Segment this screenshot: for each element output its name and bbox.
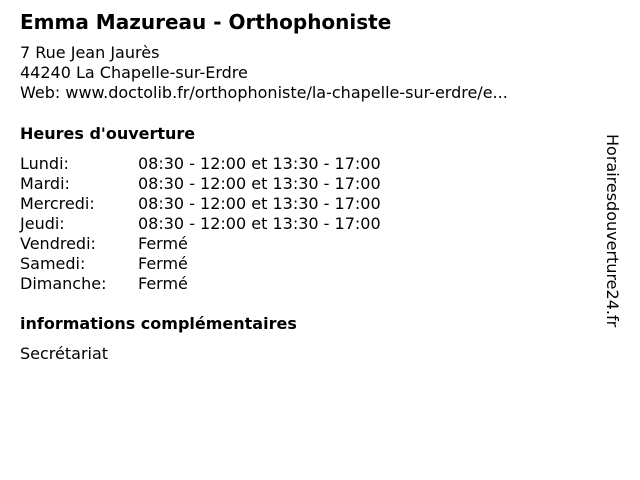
hours-value: Fermé <box>138 274 188 293</box>
site-watermark: Horairesdouverture24.fr <box>603 134 622 328</box>
hours-value: 08:30 - 12:00 et 13:30 - 17:00 <box>138 194 381 213</box>
hours-row-tuesday <box>20 174 381 194</box>
opening-hours-list <box>20 154 381 294</box>
hours-value: 08:30 - 12:00 et 13:30 - 17:00 <box>138 154 381 173</box>
city-address: 44240 La Chapelle-sur-Erdre <box>20 63 248 82</box>
business-name: Emma Mazureau - Orthophoniste <box>20 10 392 34</box>
hours-value: 08:30 - 12:00 et 13:30 - 17:00 <box>138 174 381 193</box>
day-label: Vendredi: <box>20 234 96 253</box>
hours-row-wednesday <box>20 194 381 214</box>
day-label: Mercredi: <box>20 194 95 213</box>
day-label: Dimanche: <box>20 274 107 293</box>
day-label: Mardi: <box>20 174 70 193</box>
opening-hours-heading: Heures d'ouverture <box>20 124 196 143</box>
day-label: Jeudi: <box>20 214 65 233</box>
hours-value: Fermé <box>138 234 188 253</box>
additional-info-text: Secrétariat <box>20 344 109 363</box>
hours-row-saturday <box>20 254 381 274</box>
street-address: 7 Rue Jean Jaurès <box>20 43 160 62</box>
hours-row-sunday <box>20 274 381 294</box>
hours-value: Fermé <box>138 254 188 273</box>
hours-row-friday <box>20 234 381 254</box>
hours-row-monday <box>20 154 381 174</box>
address-block <box>20 43 508 103</box>
day-label: Lundi: <box>20 154 69 173</box>
hours-row-thursday <box>20 214 381 234</box>
additional-info-heading: informations complémentaires <box>20 314 297 333</box>
day-label: Samedi: <box>20 254 86 273</box>
website-link[interactable]: Web: www.doctolib.fr/orthophoniste/la-chapelle-sur-erdre/e... <box>20 83 508 102</box>
hours-value: 08:30 - 12:00 et 13:30 - 17:00 <box>138 214 381 233</box>
